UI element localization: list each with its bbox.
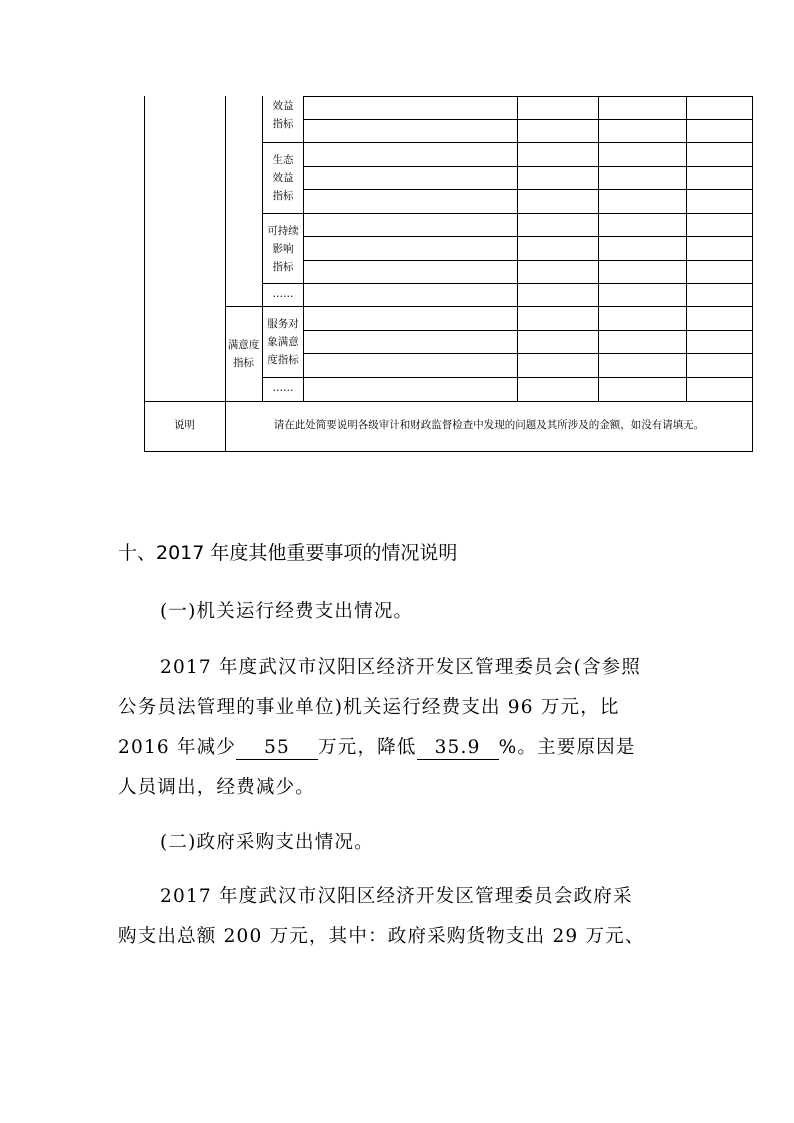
section-heading: 十、2017 年度其他重要事项的情况说明 — [118, 542, 458, 564]
performance-table — [0, 0, 794, 460]
subheading-procurement: (二)政府采购支出情况。 — [160, 832, 374, 853]
table-border — [303, 96, 753, 97]
paragraph-line: 2017 年度武汉市汉阳区经济开发区管理委员会政府采 — [160, 886, 633, 907]
text-segment: 万元，降低 — [318, 737, 417, 758]
table-border — [262, 213, 753, 214]
table-border — [262, 283, 753, 284]
table-border — [144, 451, 753, 452]
indicator-ellipsis: …… — [272, 382, 294, 394]
paragraph-line: 人员调出，经费减少。 — [118, 777, 316, 798]
text-segment: 2016 年减少 — [118, 737, 237, 758]
reduction-amount: 55 — [236, 737, 318, 760]
paragraph-line: 2017 年度武汉市汉阳区经济开发区管理委员会(含参照 — [160, 657, 642, 678]
indicator-satisfaction: 服务对 象满意 度指标 — [267, 318, 299, 366]
table-border — [262, 377, 753, 378]
paragraph-line: 购支出总额 200 万元，其中：政府采购货物支出 29 万元、 — [118, 926, 645, 947]
table-border — [303, 166, 753, 167]
indicator-benefit: 效益 指标 — [272, 100, 294, 130]
table-border — [303, 260, 753, 261]
subheading-operating-costs: (一)机关运行经费支出情况。 — [160, 601, 414, 622]
table-border — [303, 236, 753, 237]
indicator-sustainable: 可持续 影响 指标 — [267, 225, 299, 273]
table-border — [225, 306, 753, 307]
table-border — [144, 401, 753, 402]
paragraph-line — [118, 728, 636, 768]
indicator-ellipsis: …… — [272, 288, 294, 300]
note-text: 请在此处简要说明各级审计和财政监督检查中发现的问题及其所涉及的金额，如没有请填无。 — [273, 419, 705, 431]
note-label: 说明 — [174, 419, 195, 431]
indicator-ecological: 生态 效益 指标 — [272, 154, 294, 202]
table-border — [752, 96, 753, 452]
table-border — [144, 96, 145, 452]
category-satisfaction: 满意度 指标 — [227, 339, 260, 369]
table-border — [303, 119, 753, 120]
table-border — [303, 189, 753, 190]
table-border — [262, 142, 753, 143]
reduction-percent: 35.9 — [417, 737, 499, 760]
text-segment: %。主要原因是 — [498, 737, 636, 758]
paragraph-line: 公务员法管理的事业单位)机关运行经费支出 96 万元，比 — [118, 697, 620, 718]
table-border — [303, 353, 753, 354]
table-border — [303, 330, 753, 331]
table-border — [225, 96, 226, 452]
